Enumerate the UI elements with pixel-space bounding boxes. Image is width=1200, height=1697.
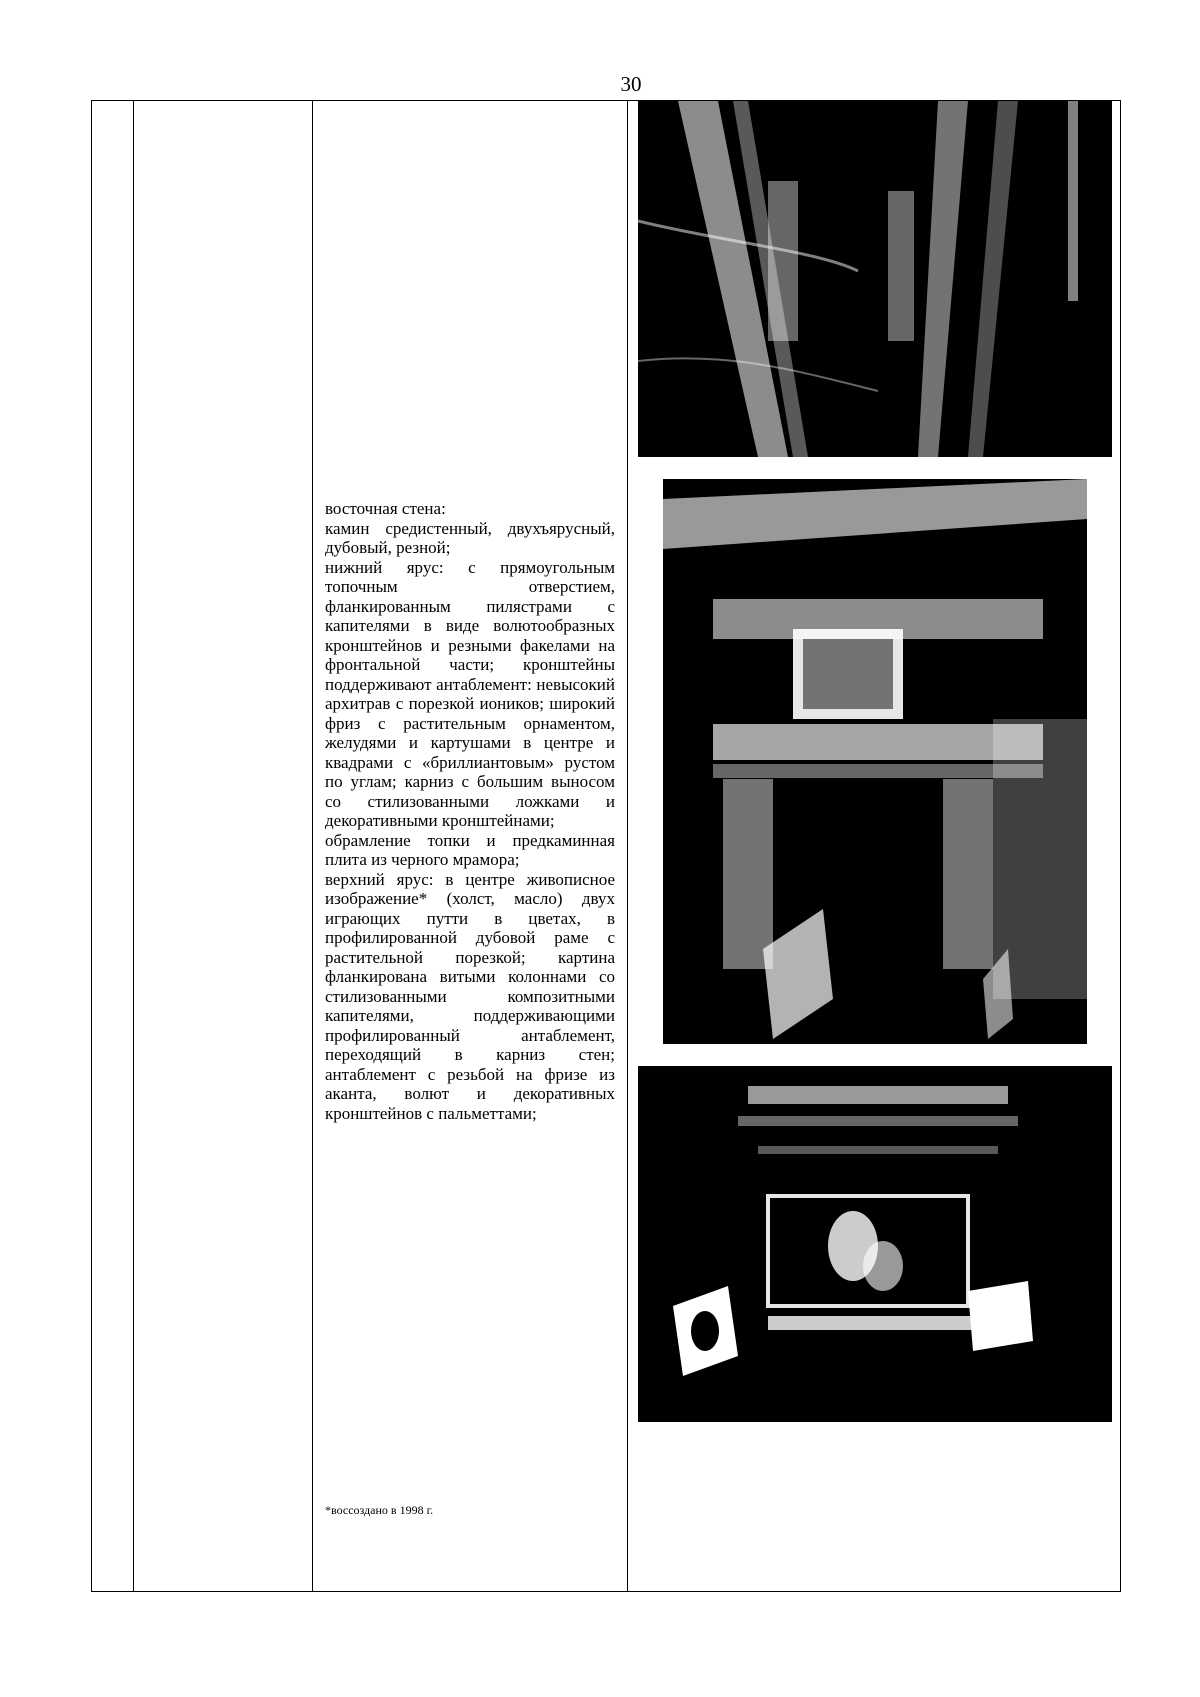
photo-fireplace-east-wall bbox=[663, 479, 1087, 1044]
description-line: верхний ярус: в центре живописное изображение* (холст, масло) двух играющих путти в цветах, в профилированной дубовой раме с растительной порезкой; картина фланкирована витыми колоннами со стилизованными композитными капителями, поддерживающими профилированный антаблемент, переходящий в карниз стен; антаблемент с резьбой на фризе из аканта, волют и декоративных кронштейнов с пальметтами; bbox=[325, 869, 615, 1123]
description-line: восточная стена: bbox=[325, 499, 446, 518]
photo-fireplace-painting-detail bbox=[638, 1066, 1112, 1422]
column-description bbox=[313, 101, 628, 1592]
photo-painting-graphic bbox=[638, 1066, 1112, 1422]
description-line: камин средистенный, двухъярусный, дубовый, резной; bbox=[325, 518, 615, 557]
photo-ceiling-upper-wall bbox=[638, 101, 1112, 457]
footnote: *воссоздано в 1998 г. bbox=[325, 1503, 434, 1517]
description-text bbox=[325, 499, 615, 1123]
photo-ceiling-graphic bbox=[638, 101, 1112, 457]
description-line: нижний ярус: с прямоугольным топочным отверстием, фланкированным пилястрами с капителями в виде волютообразных кронштейнов и резными факелами на фронтальной части; кронштейны поддерживают антаблемент: невысокий архитрав с порезкой иоников; широкий фриз с растительным орнаментом, желудями и картушами в центре и квадрами с «бриллиантовым» рустом по углам; карниз с большим выносом со стилизованными ложками и декоративными кронштейнами; bbox=[325, 557, 615, 830]
page-number: 30 bbox=[620, 72, 642, 96]
column-number bbox=[92, 101, 134, 1592]
description-line: обрамление топки и предкаминная плита из черного мрамора; bbox=[325, 830, 615, 869]
photo-fireplace-graphic bbox=[663, 479, 1087, 1044]
column-object bbox=[134, 101, 313, 1592]
document-table bbox=[91, 100, 1121, 1592]
column-photos bbox=[628, 101, 1121, 1592]
